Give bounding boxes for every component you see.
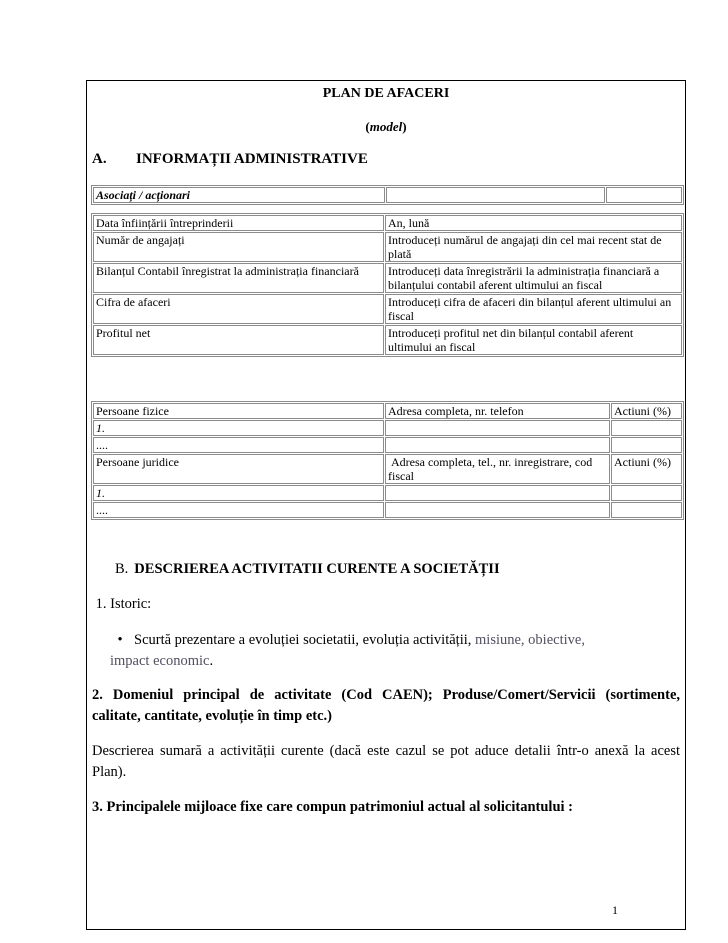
- empty-cell: [385, 420, 610, 436]
- table-row: [93, 485, 682, 501]
- empty-cell: [611, 437, 682, 453]
- row-label: Profitul net: [93, 325, 384, 355]
- activity-description: Descrierea sumară a activității curente (dacă este cazul se pot aduce detalii într-o anexă la acest Plan).: [92, 743, 680, 780]
- document-title: PLAN DE AFACERI: [322, 86, 450, 101]
- empty-cell: [611, 485, 682, 501]
- table-row: [93, 420, 682, 436]
- history-text-grey1: misiune, obiective,: [471, 632, 585, 648]
- section-b-letter: B.: [115, 561, 129, 577]
- physical-persons-header: Persoane fizice: [93, 403, 384, 419]
- legal-row-2: ....: [93, 502, 384, 518]
- company-info-table: [91, 213, 684, 357]
- associates-table: [91, 185, 684, 205]
- table-row: [93, 437, 682, 453]
- row-value: Introduceți profitul net din bilanțul contabil aferent ultimului an fiscal: [385, 325, 682, 355]
- physical-row-1: 1.: [93, 420, 384, 436]
- empty-cell: [385, 502, 610, 518]
- subtitle-text: model: [369, 119, 403, 134]
- section-a-letter: A.: [92, 151, 107, 167]
- physical-shares-header: Actiuni (%): [611, 403, 682, 419]
- table-row: [93, 215, 682, 231]
- empty-cell: [611, 420, 682, 436]
- history-text-main: Scurtă prezentare a evoluției societatii, evoluția activității,: [134, 632, 472, 648]
- row-label: Bilanțul Contabil înregistrat la administrația financiară: [93, 263, 384, 293]
- section-b-title: DESCRIEREA ACTIVITATII CURENTE A SOCIETĂȚII: [134, 561, 500, 577]
- empty-cell: [611, 502, 682, 518]
- empty-cell: [385, 437, 610, 453]
- row-value: An, lună: [385, 215, 682, 231]
- legal-shares-header: Actiuni (%): [611, 454, 682, 484]
- assets-heading: 3. Principalele mijloace fixe care compun patrimoniul actual al solicitantului :: [92, 799, 574, 815]
- table-row: [93, 294, 682, 324]
- table-row: [93, 263, 682, 293]
- history-text-grey2: impact economic: [110, 653, 210, 669]
- bullet-glyph: •: [117, 632, 123, 648]
- history-text-end: .: [209, 653, 214, 669]
- row-value: Introduceți numărul de angajați din cel mai recent stat de plată: [385, 232, 682, 262]
- associates-label: Asociați / acționari: [93, 187, 385, 203]
- history-bullet-item: [106, 630, 680, 672]
- page-number: 1: [612, 903, 618, 917]
- row-value: Introduceți cifra de afaceri din bilanțul aferent ultimului an fiscal: [385, 294, 682, 324]
- shareholders-table: [91, 401, 684, 520]
- row-label: Cifra de afaceri: [93, 294, 384, 324]
- table-row: [93, 232, 682, 262]
- row-value: Introduceți data înregistrării la administrația financiară a bilanțului contabil aferent ultimului an fiscal: [385, 263, 682, 293]
- physical-row-2: ....: [93, 437, 384, 453]
- section-a-title: INFORMAȚII ADMINISTRATIVE: [136, 151, 368, 167]
- legal-address-header: Adresa completa, tel., nr. inregistrare, cod fiscal: [385, 454, 610, 484]
- physical-address-header: Adresa completa, nr. telefon: [385, 403, 610, 419]
- empty-cell: [385, 485, 610, 501]
- associates-cell-2: [386, 187, 606, 203]
- row-label: Număr de angajați: [93, 232, 384, 262]
- table-row: [93, 502, 682, 518]
- associates-cell-3: [606, 187, 682, 203]
- history-label: 1. Istoric:: [92, 596, 152, 612]
- row-label: Data înființării întreprinderii: [93, 215, 384, 231]
- domain-heading: 2. Domeniul principal de activitate (Cod CAEN); Produse/Comert/Servicii (sortimente, calitate, cantitate, evoluție în timp etc.): [92, 687, 680, 724]
- table-row: [93, 325, 682, 355]
- legal-persons-header: Persoane juridice: [93, 454, 384, 484]
- section-b-heading: [115, 561, 500, 578]
- section-a-heading: [92, 151, 368, 168]
- legal-row-1: 1.: [93, 485, 384, 501]
- document-subtitle: (model): [365, 119, 407, 134]
- table-row: [93, 454, 682, 484]
- table-row: [93, 403, 682, 419]
